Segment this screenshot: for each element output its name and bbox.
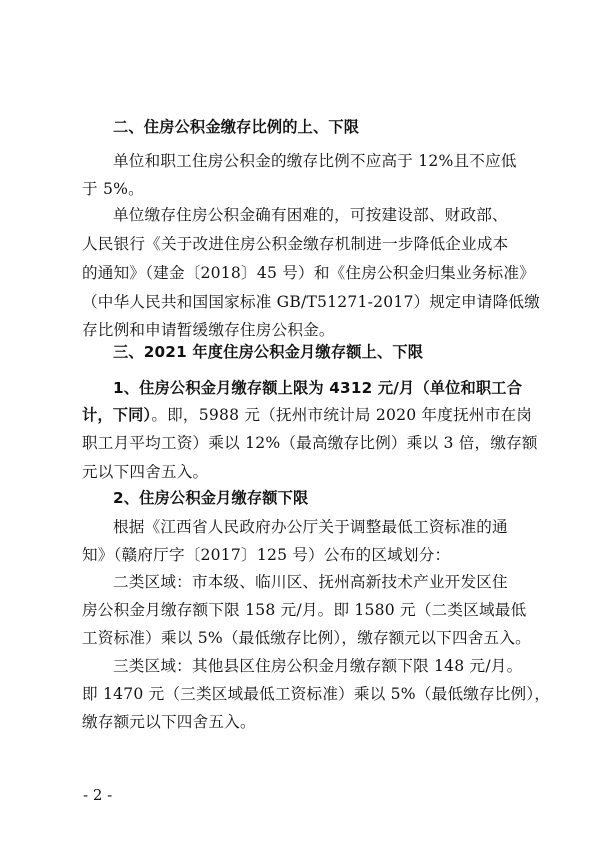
paragraph-line: 工资标准）乘以 5%（最低缴存比例），缴存额元以下四舍五入。	[82, 629, 531, 647]
paragraph-line: 单位缴存住房公积金确有困难的，可按建设部、财政部、	[113, 206, 508, 224]
paragraph-line: 的通知》（建金〔2018〕45 号）和《住房公积金归集业务标准》	[82, 264, 535, 282]
paragraph-line: 单位和职工住房公积金的缴存比例不应高于 12%且不应低	[113, 152, 517, 170]
paragraph-line: 三类区域：其他县区住房公积金月缴存额下限 148 元/月。	[113, 657, 523, 675]
paragraph-line	[82, 404, 532, 426]
paragraph-line: 元以下四舍五入。	[82, 463, 209, 481]
paragraph-line: 于 5%。	[82, 180, 144, 198]
upper-limit-heading-line: 1、住房公积金月缴存额上限为 4312 元/月（单位和职工合	[113, 379, 523, 397]
paragraph-line: 房公积金月缴存额下限 158 元/月。即 1580 元（二类区域最低	[82, 601, 527, 619]
upper-limit-heading-continuation: 计，下同）	[82, 406, 152, 424]
paragraph-line: 人民银行《关于改进住房公积金缴存机制进一步降低企业成本	[82, 235, 509, 253]
paragraph-line: 职工月平均工资）乘以 12%（最高缴存比例）乘以 3 倍，缴存额	[82, 434, 538, 452]
paragraph-line: 知》（赣府厅字〔2017〕125 号）公布的区域划分：	[82, 546, 451, 564]
section-3-heading: 三、2021 年度住房公积金月缴存额上、下限	[113, 343, 424, 361]
lower-limit-heading: 2、住房公积金月缴存额下限	[113, 489, 309, 507]
paragraph-line: 缴存额元以下四舍五入。	[82, 713, 256, 731]
paragraph-line: 存比例和申请暂缓缴存住房公积金。	[82, 321, 335, 339]
paragraph-line: 二类区域：市本级、临川区、抚州高新技术产业开发区住	[113, 573, 508, 591]
paragraph-line: （中华人民共和国国家标准 GB/T51271-2017）规定申请降低缴	[82, 293, 540, 311]
page-number: - 2 -	[83, 786, 113, 804]
paragraph-line: 即 1470 元（三类区域最低工资标准）乘以 5%（最低缴存比例），	[82, 685, 551, 703]
section-2-heading: 二、住房公积金缴存比例的上、下限	[113, 118, 360, 136]
upper-limit-explanation: 。即，5988 元（抚州市统计局 2020 年度抚州市在岗	[151, 406, 533, 424]
paragraph-line: 根据《江西省人民政府办公厅关于调整最低工资标准的通	[113, 518, 508, 536]
